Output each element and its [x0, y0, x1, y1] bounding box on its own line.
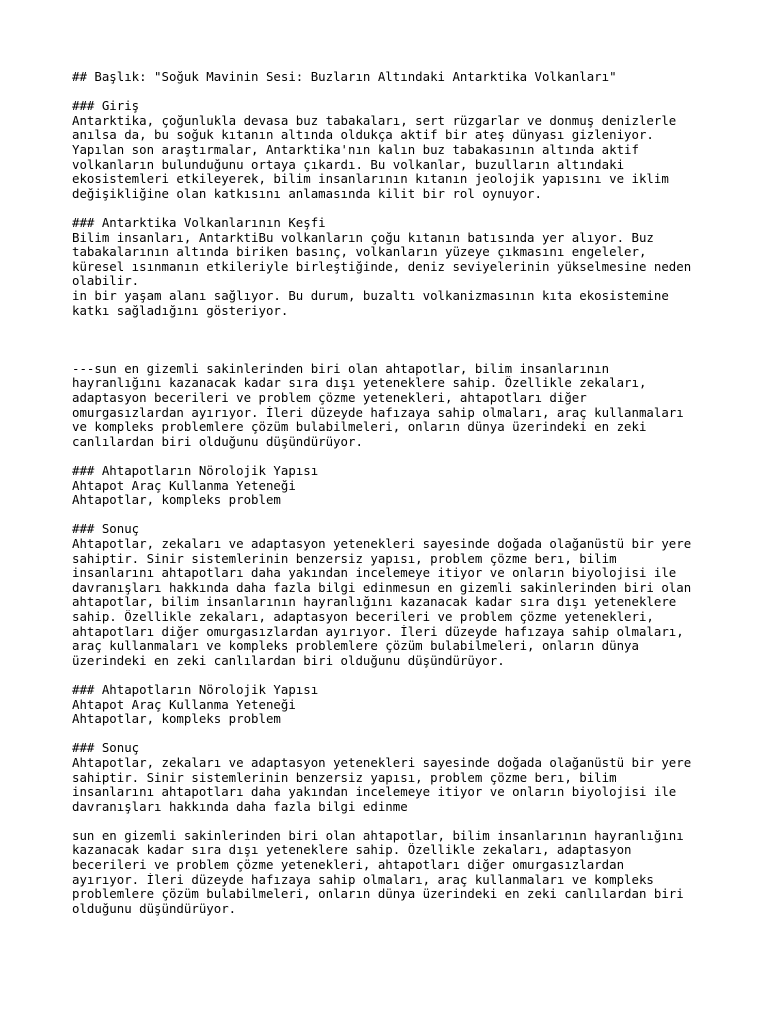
text-line: insanlarını ahtapotları daha yakından incelemeye itiyor ve onların biyolojisi ile	[72, 785, 677, 800]
text-line: üzerindeki en zeki canlılardan biri olduğunu düşündürüyor.	[72, 653, 505, 668]
text-line: ayırıyor. İleri düzeyde hafızaya sahip olmaları, araç kullanmaları ve kompleks	[72, 872, 654, 887]
spacer	[72, 318, 712, 362]
text-line: Ahtapot Araç Kullanma Yeteneği	[72, 478, 296, 493]
spacer	[72, 668, 712, 683]
section-sonuc-2	[72, 741, 712, 814]
section-volkan-kesfi	[72, 216, 712, 318]
text-line: küresel ısınmanın etkileriyle birleştiğinde, deniz seviyelerinin yükselmesine neden	[72, 259, 692, 274]
text-line: problemlere çözüm bulabilmeleri, onların dünya üzerindeki en zeki canlılardan biri	[72, 887, 684, 902]
section-kapanis	[72, 829, 712, 917]
document-page	[72, 70, 712, 916]
text-line: becerileri ve problem çözme yetenekleri, ahtapotları diğer omurgasızlardan	[72, 858, 625, 873]
section-norolojik-yapi-2	[72, 683, 712, 727]
text-line: hayranlığını kazanacak kadar sıra dışı yeteneklere sahip. Özellikle zekaları,	[72, 376, 647, 391]
text-line: sahiptir. Sinir sistemlerinin benzersiz yapısı, problem çözme berı, bilim	[72, 770, 617, 785]
section-sonuc-1	[72, 522, 712, 668]
spacer	[72, 814, 712, 829]
section-heading: ### Sonuç	[72, 741, 140, 756]
section-heading: ### Giriş	[72, 99, 140, 114]
section-heading: ### Sonuç	[72, 522, 140, 537]
text-line: Ahtapotlar, zekaları ve adaptasyon yetenekleri sayesinde doğada olağanüstü bir yere	[72, 537, 692, 552]
text-line: sahip. Özellikle zekaları, adaptasyon becerileri ve problem çözme yetenekleri,	[72, 609, 654, 624]
spacer	[72, 727, 712, 742]
text-line: in bir yaşam alanı sağlıyor. Bu durum, buzaltı volkanizmasının kıta ekosistemine	[72, 288, 669, 303]
text-line: anılsa da, bu soğuk kıtanın altında oldukça aktif bir ateş dünyası gizleniyor.	[72, 128, 654, 143]
spacer	[72, 449, 712, 464]
text-line: ahtapotları diğer omurgasızlardan ayırıyor. İleri düzeyde hafızaya sahip olmaları,	[72, 624, 684, 639]
text-line: ve kompleks problemlere çözüm bulabilmeleri, onların dünya üzerindeki en zeki	[72, 420, 647, 435]
text-line: ahtapotlar, bilim insanlarının hayranlığını kazanacak kadar sıra dışı yeteneklere	[72, 595, 677, 610]
spacer	[72, 201, 712, 216]
text-line: ---sun en gizemli sakinlerinden biri olan ahtapotlar, bilim insanlarının	[72, 361, 610, 376]
text-line: Ahtapotlar, kompleks problem	[72, 712, 281, 727]
spacer	[72, 508, 712, 523]
text-line: sahiptir. Sinir sistemlerinin benzersiz yapısı, problem çözme berı, bilim	[72, 551, 617, 566]
text-line: katkı sağladığını gösteriyor.	[72, 303, 289, 318]
text-line: değişikliğine olan katkısını anlamasında kilit bir rol oynuyor.	[72, 186, 542, 201]
text-line: Bilim insanları, AntarktiBu volkanların çoğu kıtanın batısında yer alıyor. Buz	[72, 230, 654, 245]
text-line: Ahtapotlar, zekaları ve adaptasyon yetenekleri sayesinde doğada olağanüstü bir yere	[72, 755, 692, 770]
text-line: volkanların bulunduğunu ortaya çıkardı. Bu volkanlar, buzulların altındaki	[72, 157, 625, 172]
text-line: tabakalarının altında biriken basınç, volkanların yüzeye çıkmasını engeleler,	[72, 245, 647, 260]
text-line: ekosistemleri etkileyerek, bilim insanlarının kıtanın jeolojik yapısını ve iklim	[72, 172, 669, 187]
text-line: olabilir.	[72, 274, 140, 289]
document-title: ## Başlık: "Soğuk Mavinin Sesi: Buzların Altındaki Antarktika Volkanları"	[72, 70, 617, 84]
text-line: sun en gizemli sakinlerinden biri olan ahtapotlar, bilim insanlarının hayranlığını	[72, 828, 684, 843]
section-ahtapot-giris	[72, 362, 712, 450]
text-line: kazanacak kadar sıra dışı yeteneklere sahip. Özellikle zekaları, adaptasyon	[72, 843, 632, 858]
text-line: davranışları hakkında daha fazla bilgi edinme	[72, 799, 408, 814]
text-line: araç kullanmaları ve kompleks problemlere çözüm bulabilmeleri, onların dünya	[72, 639, 639, 654]
text-line: Yapılan son araştırmalar, Antarktika'nın kalın buz tabakasının altında aktif	[72, 142, 639, 157]
section-norolojik-yapi-1	[72, 464, 712, 508]
section-heading: ### Ahtapotların Nörolojik Yapısı	[72, 464, 319, 479]
text-line: omurgasızlardan ayırıyor. İleri düzeyde hafızaya sahip olmaları, araç kullanmaları	[72, 405, 684, 420]
text-line: Ahtapotlar, kompleks problem	[72, 493, 281, 508]
section-giris	[72, 99, 712, 201]
text-line: olduğunu düşündürüyor.	[72, 901, 237, 916]
text-line: Antarktika, çoğunlukla devasa buz tabakaları, sert rüzgarlar ve donmuş denizlerle	[72, 113, 677, 128]
text-line: insanlarını ahtapotları daha yakından incelemeye itiyor ve onların biyolojisi ile	[72, 566, 677, 581]
section-heading: ### Antarktika Volkanlarının Keşfi	[72, 215, 326, 230]
section-heading: ### Ahtapotların Nörolojik Yapısı	[72, 682, 319, 697]
text-line: canlılardan biri olduğunu düşündürüyor.	[72, 434, 363, 449]
spacer	[72, 85, 712, 100]
text-line: Ahtapot Araç Kullanma Yeteneği	[72, 697, 296, 712]
text-line: davranışları hakkında daha fazla bilgi edinmesun en gizemli sakinlerinden biri olan	[72, 580, 692, 595]
text-line: adaptasyon becerileri ve problem çözme yetenekleri, ahtapotları diğer	[72, 391, 587, 406]
